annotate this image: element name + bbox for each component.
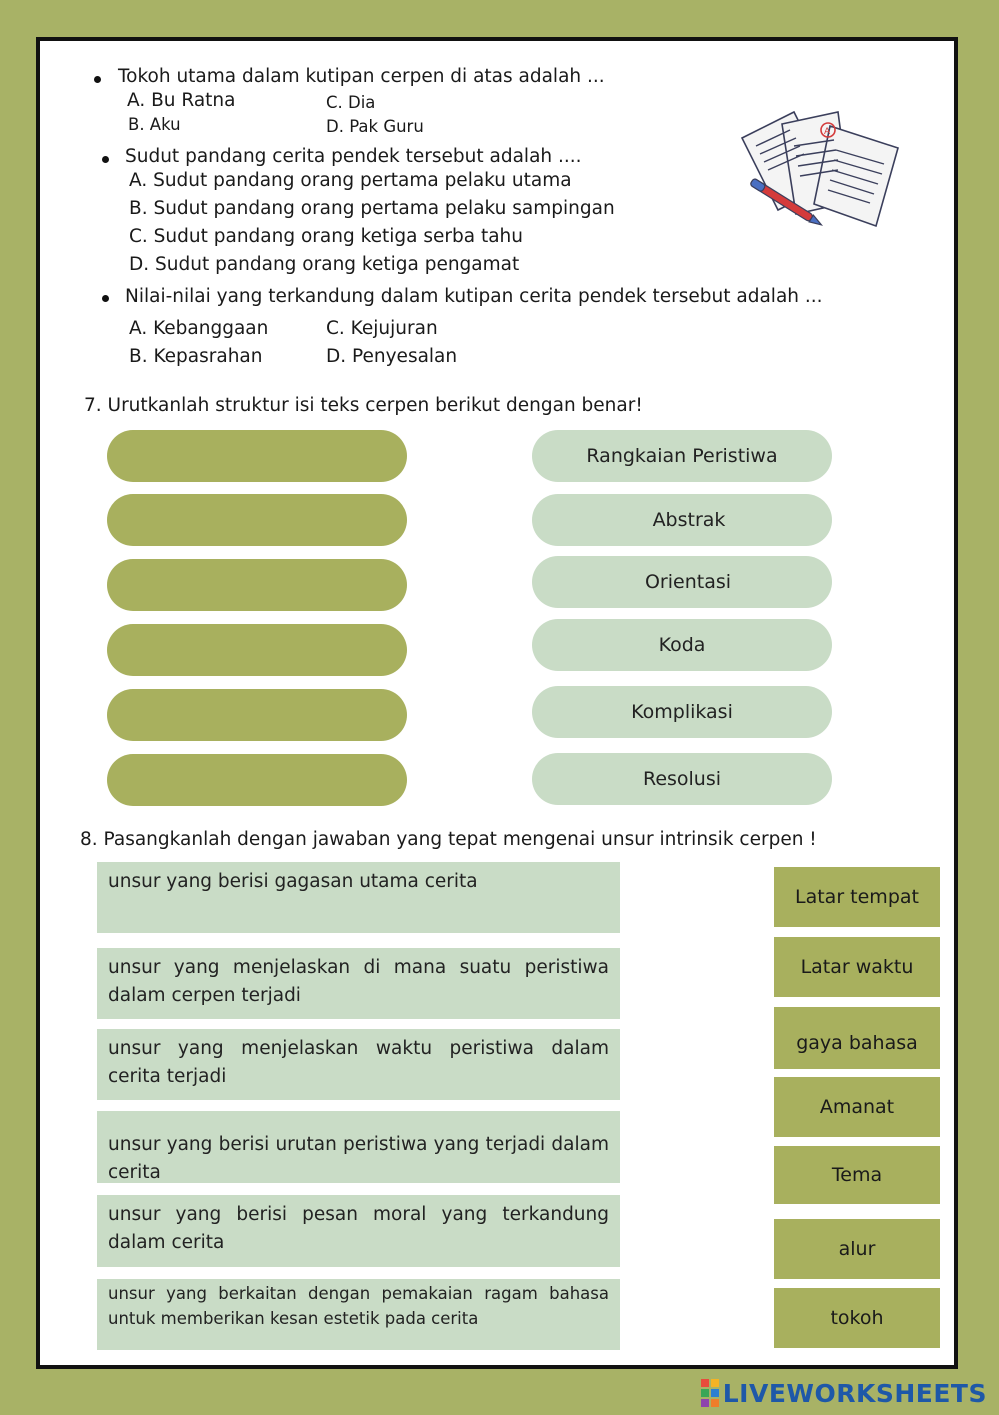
q8-title: 8. Pasangkanlah dengan jawaban yang tepat mengenai unsur intrinsik cerpen ! (80, 829, 817, 850)
drop-slot-2[interactable] (107, 494, 407, 546)
description-box: unsur yang menjelaskan waktu peristiwa dalam cerita terjadi (97, 1029, 620, 1100)
answer-amanat[interactable]: Amanat (774, 1077, 940, 1137)
answer-tema[interactable]: Tema (774, 1146, 940, 1204)
option-c: C. Kejujuran (326, 318, 438, 339)
description-box: unsur yang berisi gagasan utama cerita (97, 862, 620, 933)
bullet (94, 76, 101, 83)
question-nilai: Nilai-nilai yang terkandung dalam kutipan cerita pendek tersebut adalah ... (125, 286, 823, 307)
liveworksheets-logo-icon (701, 1379, 719, 1407)
option-a: A. Sudut pandang orang pertama pelaku utama (129, 170, 572, 191)
draggable-label-orientasi[interactable]: Orientasi (532, 556, 832, 608)
answer-latar-tempat[interactable]: Latar tempat (774, 867, 940, 927)
answer-gaya-bahasa[interactable]: gaya bahasa (774, 1007, 940, 1069)
option-a: A. Bu Ratna (127, 90, 236, 111)
drop-slot-5[interactable] (107, 689, 407, 741)
draggable-label-rangkaian-peristiwa[interactable]: Rangkaian Peristiwa (532, 430, 832, 482)
option-c: C. Dia (326, 93, 376, 112)
option-b: B. Sudut pandang orang pertama pelaku sampingan (129, 198, 615, 219)
answer-tokoh[interactable]: tokoh (774, 1288, 940, 1348)
bullet (102, 295, 109, 302)
draggable-label-koda[interactable]: Koda (532, 619, 832, 671)
option-d: D. Pak Guru (326, 117, 424, 136)
description-box: unsur yang berisi urutan peristiwa yang terjadi dalam cerita (97, 1111, 620, 1183)
bullet (102, 156, 109, 163)
description-box: unsur yang berisi pesan moral yang terkandung dalam cerita (97, 1195, 620, 1267)
papers-with-pen-icon (738, 106, 904, 232)
drop-slot-1[interactable] (107, 430, 407, 482)
liveworksheets-logo (701, 1378, 987, 1408)
answer-alur[interactable]: alur (774, 1219, 940, 1279)
description-box: unsur yang menjelaskan di mana suatu peristiwa dalam cerpen terjadi (97, 948, 620, 1019)
option-a: A. Kebanggaan (129, 318, 269, 339)
drop-slot-3[interactable] (107, 559, 407, 611)
drop-slot-6[interactable] (107, 754, 407, 806)
question-sudut-pandang: Sudut pandang cerita pendek tersebut adalah .... (125, 146, 582, 167)
drop-slot-4[interactable] (107, 624, 407, 676)
option-b: B. Kepasrahan (129, 346, 263, 367)
svg-text:A: A (824, 127, 831, 137)
question-tokoh: Tokoh utama dalam kutipan cerpen di atas adalah ... (118, 66, 605, 87)
description-box: unsur yang berkaitan dengan pemakaian ragam bahasa untuk memberikan kesan estetik pada cerita (97, 1279, 620, 1350)
answer-latar-waktu[interactable]: Latar waktu (774, 937, 940, 997)
brand-text: LIVEWORKSHEETS (722, 1378, 987, 1408)
draggable-label-komplikasi[interactable]: Komplikasi (532, 686, 832, 738)
draggable-label-resolusi[interactable]: Resolusi (532, 753, 832, 805)
draggable-label-abstrak[interactable]: Abstrak (532, 494, 832, 546)
option-b: B. Aku (128, 115, 181, 134)
option-d: D. Sudut pandang orang ketiga pengamat (129, 254, 520, 275)
option-d: D. Penyesalan (326, 346, 458, 367)
q7-title: 7. Urutkanlah struktur isi teks cerpen berikut dengan benar! (84, 395, 643, 416)
option-c: C. Sudut pandang orang ketiga serba tahu (129, 226, 524, 247)
